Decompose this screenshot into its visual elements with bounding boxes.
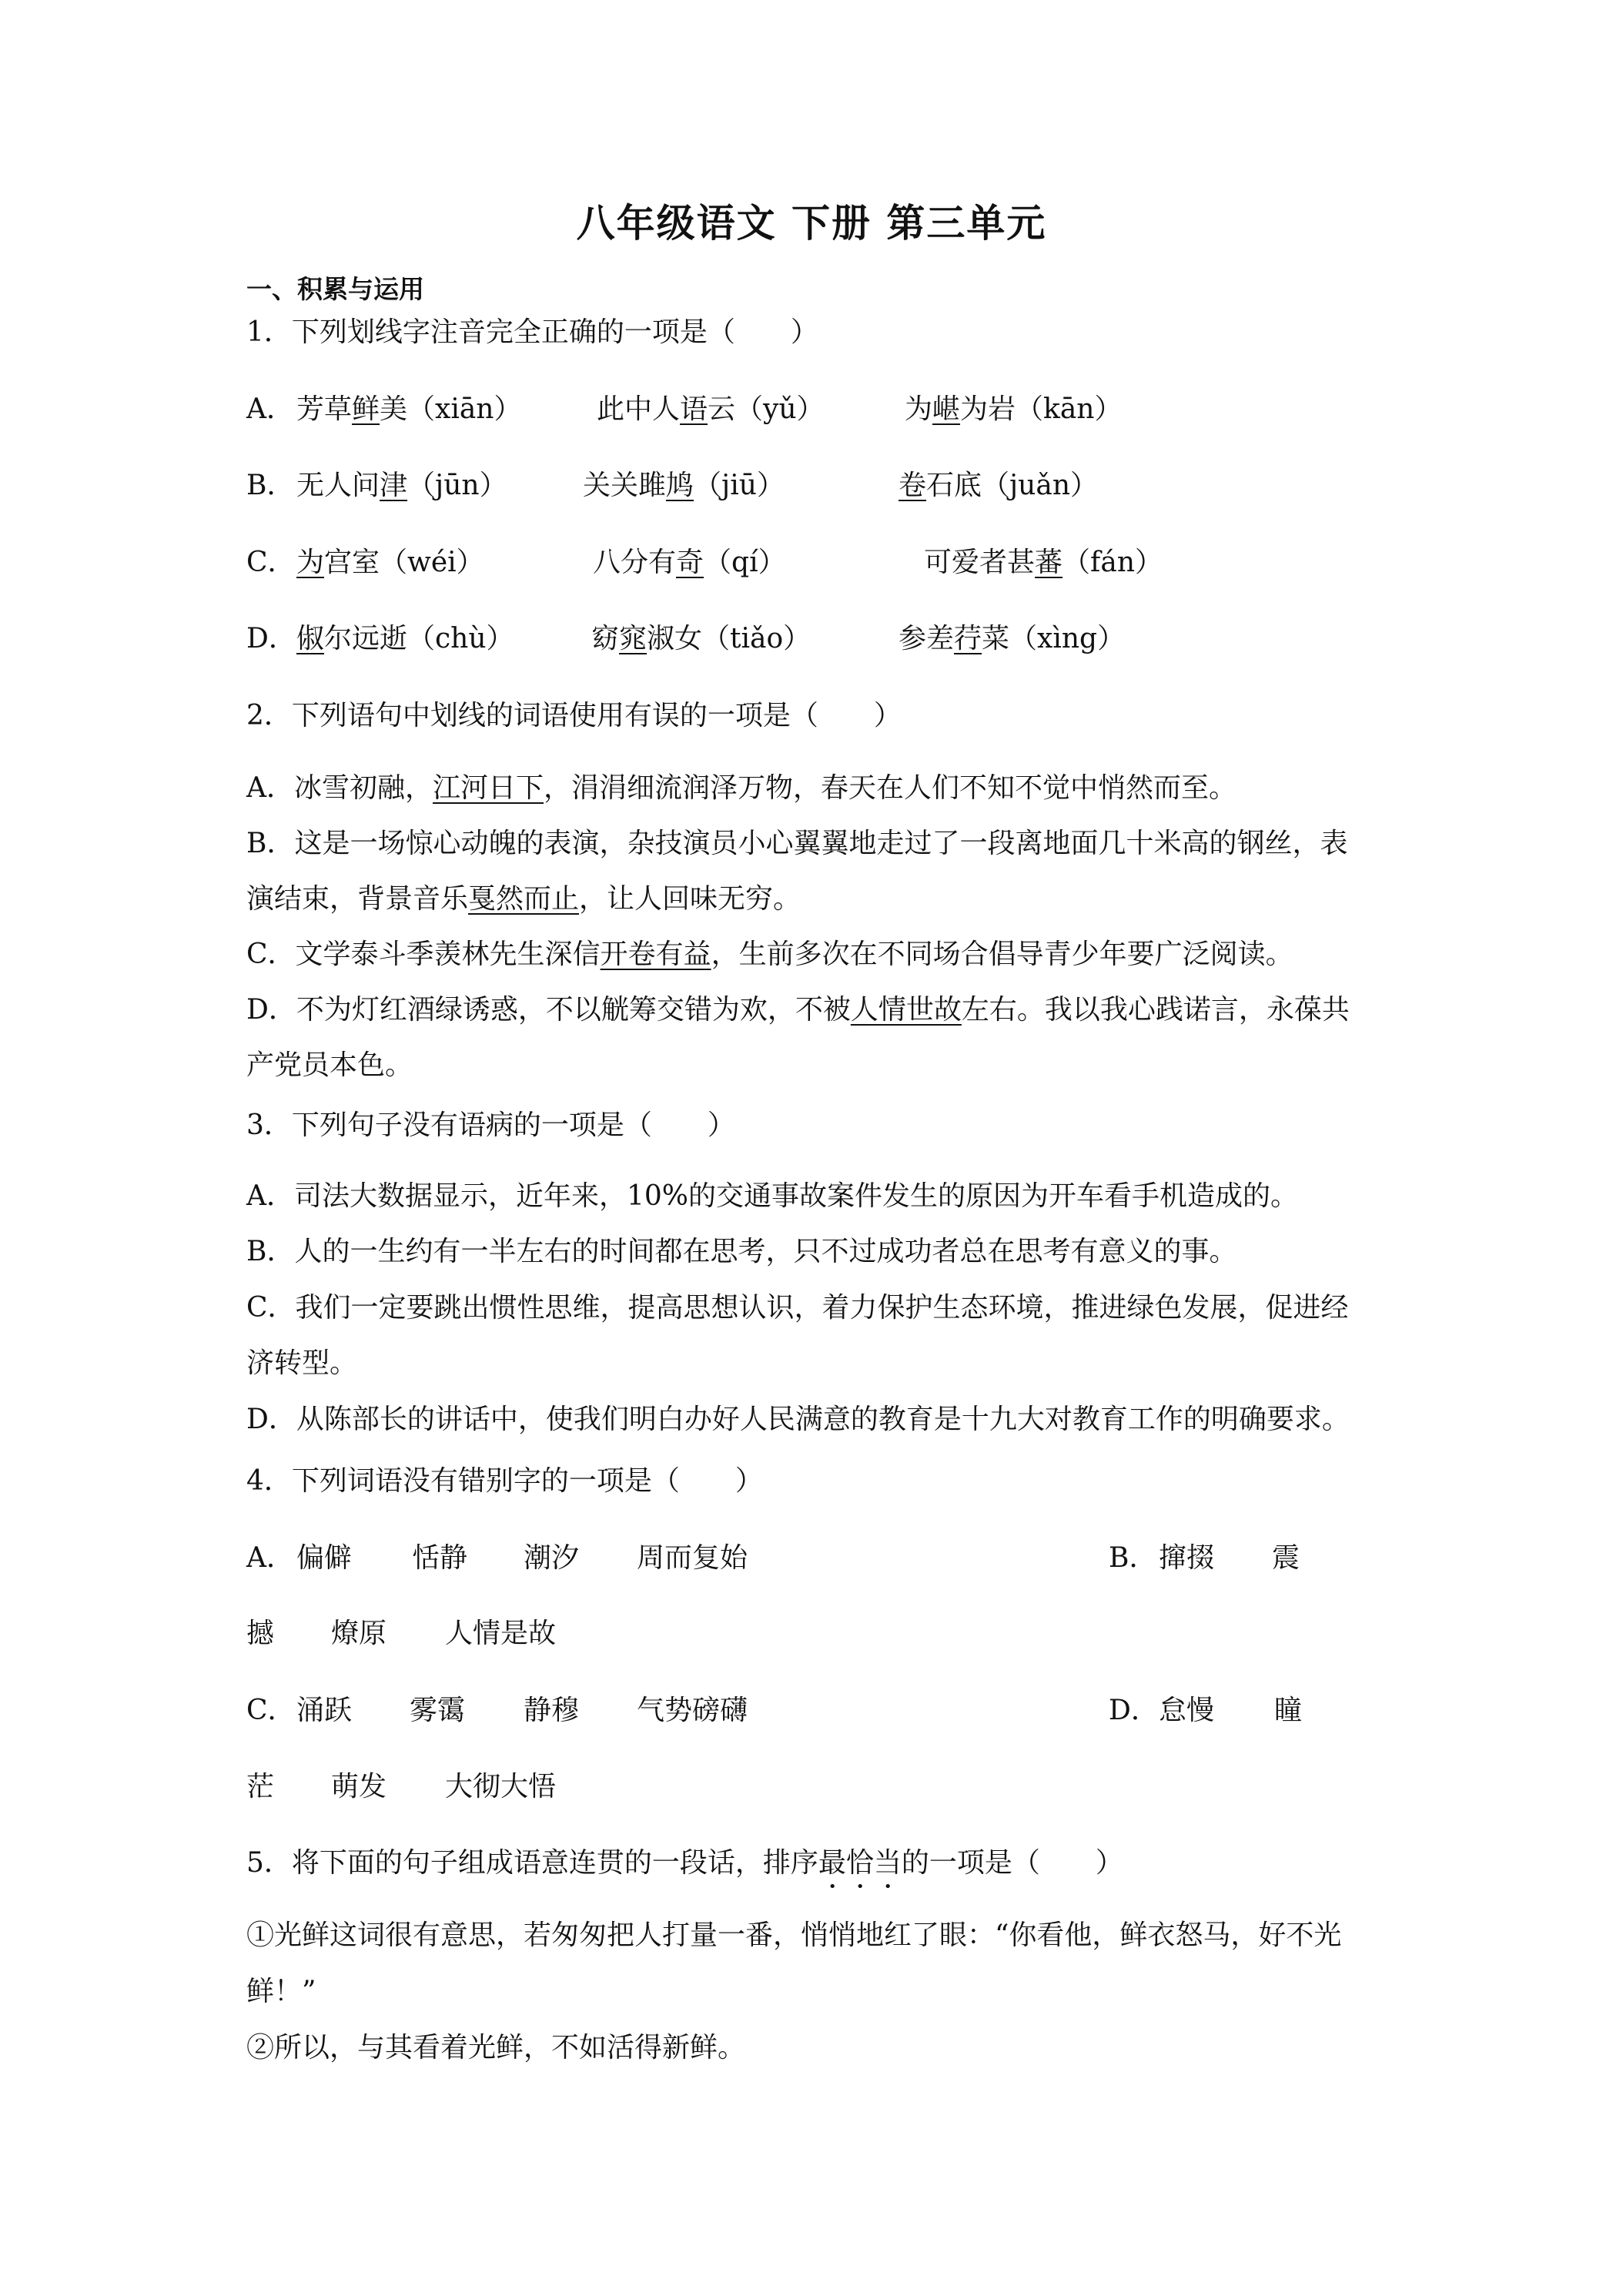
q4-option-a-word-3: 潮汐 — [524, 1542, 580, 1574]
q1-option-b-item-2: 关关雎鸠（jiū） — [583, 470, 785, 501]
q1-option-c-item-1: 为宫室（wéi） — [296, 547, 484, 578]
underlined-char: 鲜 — [352, 393, 380, 425]
underlined-char: 蕃 — [1035, 547, 1063, 578]
q4-option-b-label: B． — [1109, 1542, 1157, 1574]
q3-option-c-line-2: 济转型。 — [246, 1347, 358, 1379]
underlined-char: 鸠 — [666, 470, 694, 501]
q4-option-c-word-4: 气势磅礴 — [637, 1695, 748, 1726]
q4-option-d-word-3: 萌发 — [331, 1771, 387, 1802]
section-heading: 一、积累与运用 — [246, 274, 424, 304]
q1-option-b-item-3: 卷石底（juǎn） — [899, 470, 1099, 501]
underlined-phrase: 人情世故 — [850, 994, 962, 1026]
q4-option-b-word-3: 燎原 — [331, 1618, 387, 1649]
q4-option-d-word-4: 大彻大悟 — [445, 1771, 557, 1802]
q4-option-b-word-1: 撺掇 — [1159, 1542, 1215, 1574]
underlined-char: 津 — [380, 470, 408, 501]
q1-option-a-item-1: 芳草鲜美（xiān） — [296, 393, 522, 425]
q1-option-a-label: A． — [246, 393, 294, 425]
q2-option-a: A．冰雪初融，江河日下，涓涓细流润泽万物，春天在人们不知不觉中悄然而至。 — [246, 772, 1237, 804]
q4-option-c-label: C． — [246, 1695, 296, 1726]
q5-sentence-2: ②所以，与其看着光鲜，不如活得新鲜。 — [246, 2032, 746, 2063]
q1-stem: 1．下列划线字注音完全正确的一项是（ ） — [246, 316, 818, 348]
q4-option-c-word-1: 涌跃 — [296, 1695, 353, 1726]
underlined-char: 荇 — [954, 623, 982, 654]
q4-stem: 4．下列词语没有错别字的一项是（ ） — [246, 1465, 763, 1497]
emphasis-dots: 最恰当 — [818, 1847, 902, 1879]
q5-sentence-1-line-2: 鲜！” — [246, 1976, 316, 2007]
underlined-phrase: 戛然而止 — [468, 883, 580, 915]
q4-option-b-word-2-end: 撼 — [246, 1618, 275, 1649]
q2-option-c: C．文学泰斗季羡林先生深信开卷有益，生前多次在不同场合倡导青少年要广泛阅读。 — [246, 939, 1293, 970]
q1-option-d-item-2: 窈窕淑女（tiǎo） — [591, 623, 812, 654]
q3-option-d: D．从陈部长的讲话中，使我们明白办好人民满意的教育是十九大对教育工作的明确要求。 — [246, 1404, 1350, 1435]
q1-option-c-item-2: 八分有奇（qí） — [593, 547, 786, 578]
q1-option-d-item-3: 参差荇菜（xìng） — [899, 623, 1126, 654]
q3-option-c-line-1: C．我们一定要跳出惯性思维，提高思想认识，着力保护生态环境，推进绿色发展，促进经 — [246, 1292, 1349, 1324]
q4-option-d-word-1: 怠慢 — [1159, 1695, 1215, 1726]
underlined-char: 奇 — [676, 547, 704, 578]
underlined-char: 嵁 — [932, 393, 961, 425]
q3-option-b: B．人的一生约有一半左右的时间都在思考，只不过成功者总在思考有意义的事。 — [246, 1236, 1237, 1267]
q1-option-c-label: C． — [246, 547, 296, 578]
q1-option-c-item-3: 可爱者甚蕃（fán） — [924, 547, 1163, 578]
q1-option-b-label: B． — [246, 470, 295, 501]
q4-option-d-label: D． — [1109, 1695, 1159, 1726]
q2-option-d-line-1: D．不为灯红酒绿诱惑，不以觥筹交错为欢，不被人情世故左右。我以我心践诺言，永葆共 — [246, 994, 1350, 1026]
q4-option-a-word-1: 偏僻 — [296, 1542, 353, 1574]
underlined-phrase: 开卷有益 — [600, 939, 711, 970]
q2-option-d-line-2: 产党员本色。 — [246, 1049, 413, 1081]
q4-option-d-word-2-start: 瞳 — [1274, 1695, 1303, 1726]
q1-option-a-item-2: 此中人语云（yǔ） — [597, 393, 825, 425]
q2-option-b-line-1: B．这是一场惊心动魄的表演，杂技演员小心翼翼地走过了一段离地面几十米高的钢丝，表 — [246, 828, 1348, 859]
q1-option-d-item-1: 俶尔远逝（chù） — [296, 623, 514, 654]
q4-option-a-word-2: 恬静 — [412, 1542, 468, 1574]
q4-option-b-word-4: 人情是故 — [445, 1618, 557, 1649]
q5-sentence-1-line-1: ①光鲜这词很有意思，若匆匆把人打量一番，悄悄地红了眼：“你看他，鲜衣怒马，好不光 — [246, 1919, 1342, 1951]
underlined-char: 语 — [680, 393, 708, 425]
underlined-char: 卷 — [899, 470, 927, 501]
q4-option-b-word-2-start: 震 — [1272, 1542, 1300, 1574]
q2-option-b-line-2: 演结束，背景音乐戛然而止，让人回味无穷。 — [246, 883, 801, 915]
underlined-char: 窕 — [619, 623, 648, 654]
q4-option-c-word-3: 静穆 — [524, 1695, 580, 1726]
underlined-phrase: 江河日下 — [433, 772, 544, 804]
q1-option-a-item-3: 为嵁为岩（kān） — [905, 393, 1123, 425]
underlined-char: 俶 — [296, 623, 325, 654]
underlined-char: 为 — [296, 547, 325, 578]
q4-option-a-label: A． — [246, 1542, 294, 1574]
q3-stem: 3．下列句子没有语病的一项是（ ） — [246, 1110, 735, 1141]
q1-option-d-label: D． — [246, 623, 296, 654]
q3-option-a: A．司法大数据显示，近年来，10%的交通事故案件发生的原因为开车看手机造成的。 — [246, 1180, 1299, 1212]
q1-option-b-item-1: 无人问津（jūn） — [296, 470, 507, 501]
q4-option-a-word-4: 周而复始 — [637, 1542, 748, 1574]
page-title: 八年级语文 下册 第三单元 — [576, 200, 1047, 246]
q2-stem: 2．下列语句中划线的词语使用有误的一项是（ ） — [246, 700, 902, 731]
q4-option-c-word-2: 雾霭 — [410, 1695, 466, 1726]
q5-stem: 5．将下面的句子组成语意连贯的一段话，排序最恰当的一项是（ ） — [246, 1847, 1123, 1879]
q4-option-d-word-2-end: 茫 — [246, 1771, 275, 1802]
